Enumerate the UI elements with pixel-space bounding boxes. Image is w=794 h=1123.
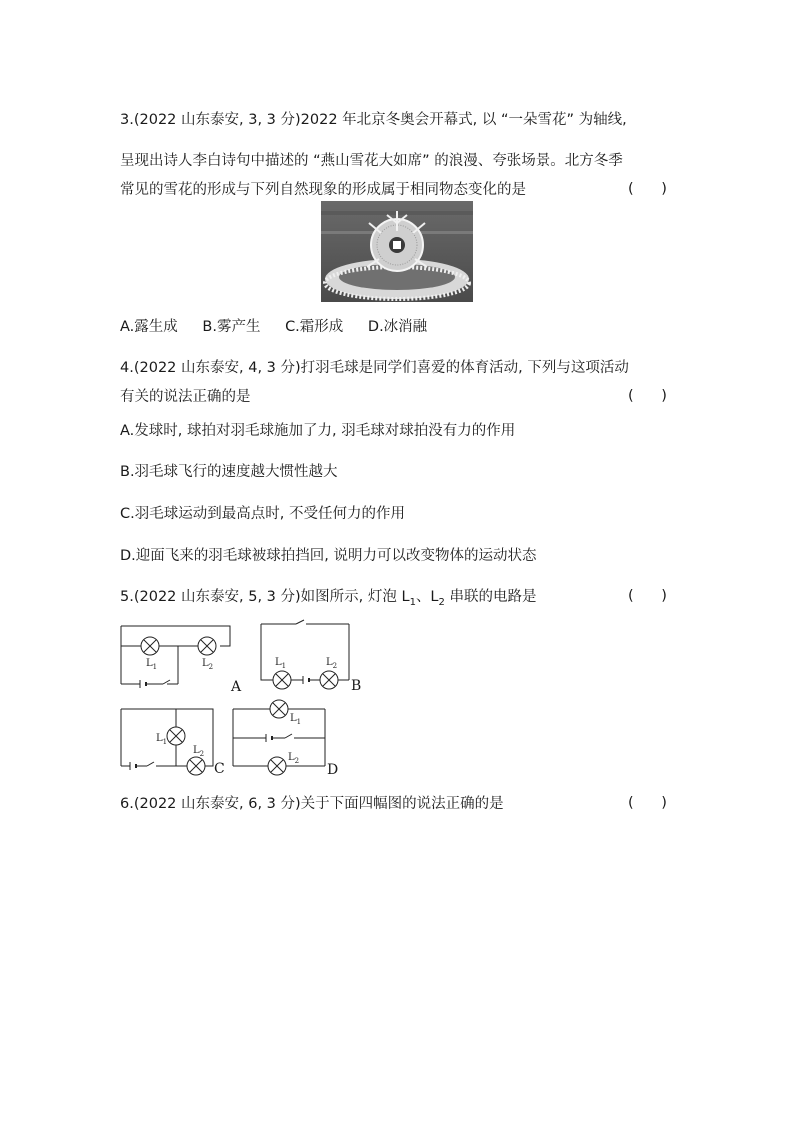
lamp-b-2	[320, 671, 338, 689]
q3-line-3: 常见的雪花的形成与下列自然现象的形成属于相同物态变化的是	[120, 182, 526, 198]
q4-answer-paren: ( )	[628, 388, 667, 404]
battery-c	[130, 762, 136, 770]
q3-option-a[interactable]: A.露生成	[120, 319, 178, 335]
q4-option-a[interactable]: A.发球时, 球拍对羽毛球施加了力, 羽毛球对球拍没有力的作用	[120, 423, 516, 439]
label-b-l1: $L_1$	[275, 657, 287, 670]
circuit-a[interactable]	[121, 626, 230, 684]
circuit-label-a: A	[231, 679, 242, 695]
label-c-l2: $L_2$	[193, 745, 205, 758]
q4-option-b[interactable]: B.羽毛球飞行的速度越大惯性越大	[120, 464, 338, 480]
lamp-d-2	[268, 757, 286, 775]
q3-option-d[interactable]: D.冰消融	[367, 319, 428, 335]
battery-d	[266, 734, 272, 742]
q4-option-c[interactable]: C.羽毛球运动到最高点时, 不受任何力的作用	[120, 506, 405, 522]
battery-a	[140, 680, 146, 688]
q3-answer-paren: ( )	[628, 181, 667, 197]
q4-line-2: 有关的说法正确的是	[120, 389, 251, 405]
battery-b	[303, 676, 309, 684]
q5-answer-paren: ( )	[628, 588, 667, 604]
circuit-label-b: B	[351, 678, 362, 694]
lamp-a-1	[141, 637, 159, 655]
q3-option-c[interactable]: C.霜形成	[285, 319, 344, 335]
q6-answer-paren: ( )	[628, 795, 667, 811]
label-d-l2: $L_2$	[288, 752, 300, 765]
circuit-label-d: D	[327, 762, 339, 778]
lamp-c-1	[167, 727, 185, 745]
q5-stem: 5.(2022 山东泰安, 5, 3 分)如图所示, 灯泡 $L_1$、$L_2$ 串联的电路是	[120, 589, 537, 608]
lamp-c-2	[187, 757, 205, 775]
q3-option-b[interactable]: B.雾产生	[202, 319, 261, 335]
label-a-l2: $L_2$	[202, 658, 214, 671]
q4-line-1: 4.(2022 山东泰安, 4, 3 分)打羽毛球是同学们喜爱的体育活动, 下列与这项活动	[120, 360, 629, 376]
lamp-d-1	[270, 700, 288, 718]
circuit-b[interactable]	[261, 620, 349, 680]
label-d-l1: $L_1$	[290, 713, 302, 726]
circuit-label-c: C	[214, 761, 225, 777]
label-a-l1: $L_1$	[146, 658, 158, 671]
lamp-a-2	[198, 637, 216, 655]
label-b-l2: $L_2$	[326, 657, 338, 670]
q4-option-d[interactable]: D.迎面飞来的羽毛球被球拍挡回, 说明力可以改变物体的运动状态	[120, 548, 537, 564]
q6-line-1: 6.(2022 山东泰安, 6, 3 分)关于下面四幅图的说法正确的是	[120, 796, 504, 812]
q3-line-2: 呈现出诗人李白诗句中描述的 “燕山雪花大如席” 的浪漫、夸张场景。北方冬季	[120, 153, 623, 169]
q3-line-1: 3.(2022 山东泰安, 3, 3 分)2022 年北京冬奥会开幕式, 以 “一朵雪花” 为轴线,	[120, 112, 627, 128]
label-c-l1: $L_1$	[156, 733, 168, 746]
lamp-b-1	[273, 671, 291, 689]
